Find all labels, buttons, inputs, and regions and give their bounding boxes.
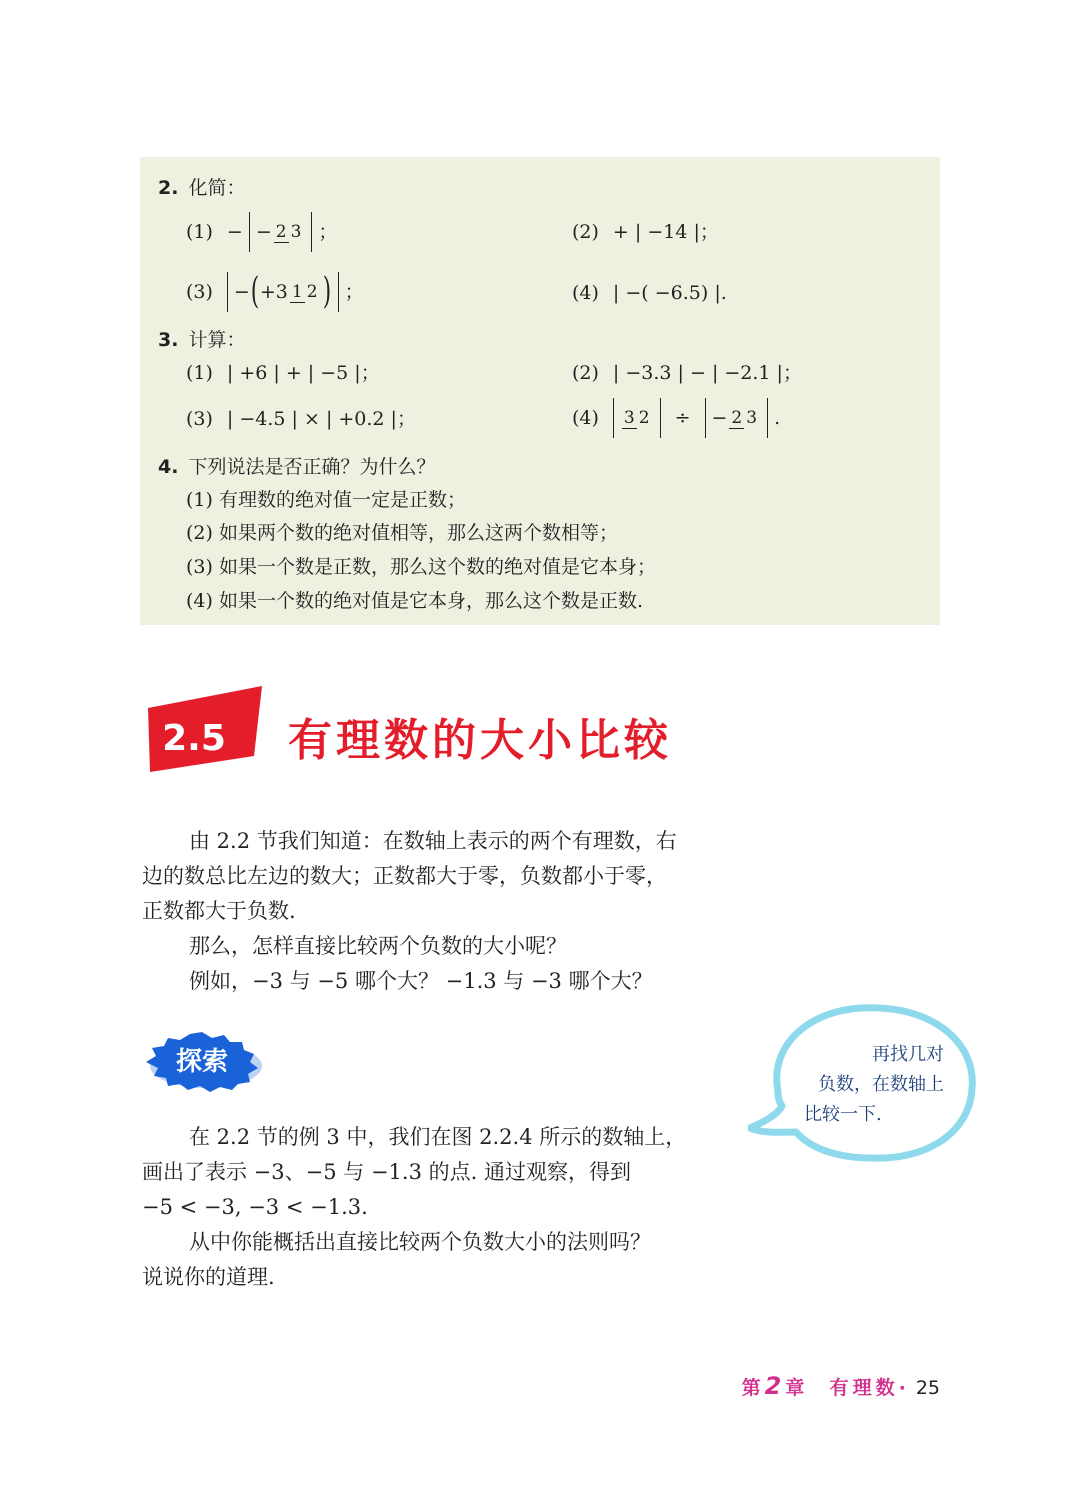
bubble-text: 再找几对 负数，在数轴上 比较一下.	[804, 1044, 944, 1125]
exercise-title: 下列说法是否正确？为什么？	[188, 456, 436, 478]
explore-badge	[140, 1030, 264, 1092]
fraction: 2 3	[731, 408, 758, 428]
section-title: 有理数的大小比较	[288, 715, 672, 766]
explore-paragraph: 在 2.2 节的例 3 中，我们在图 2.2.4 所示的数轴上， 画出了表示 −3、−5 与 −1.3 的点. 通过观察，得到 −5 < −3, −3 < −1.3. 从中你能概括出直接比较两个负数大小的法则吗？ 说说你的道理.	[142, 1125, 687, 1289]
intro-paragraph: 由 2.2 节我们知道：在数轴上表示的两个有理数，右 边的数总比左边的数大；正数都大于零，负数都小于零， 正数都大于负数. 那么，怎样直接比较两个负数的大小呢？ 例如，−3 与 −5 哪个大？ −1.3 与 −3 哪个大？	[142, 829, 677, 993]
exercise-number: 3.	[158, 329, 179, 351]
exercise-3-heading	[158, 328, 245, 352]
exercise-4-item-2: (2) 如果两个数的绝对值相等，那么这两个数相等；	[186, 522, 618, 544]
exercise-title: 化简：	[188, 177, 246, 199]
page-footer: 第2章 有理数· 25	[741, 1372, 940, 1400]
abs-bar	[227, 272, 228, 312]
abs-bar	[338, 272, 339, 312]
exercise-3-item-2: (2) | −3.3 | − | −2.1 |；	[572, 362, 802, 384]
section-number: 2.5	[162, 718, 226, 759]
exercise-4-item-4: (4) 如果一个数的绝对值是它本身，那么这个数是正数.	[186, 590, 643, 612]
fraction: 2 3	[275, 222, 302, 242]
exercise-number: 4.	[158, 456, 179, 478]
exercise-4-heading	[158, 455, 435, 479]
exercise-4-item-1: (1) 有理数的绝对值一定是正数；	[186, 489, 466, 511]
abs-bar	[705, 398, 706, 438]
exercise-2-item-3: (3) − ( +3 1 2 ) ；	[186, 271, 364, 312]
fraction: 3 2	[623, 408, 650, 428]
abs-bar	[311, 212, 312, 252]
page-number: 25	[915, 1377, 940, 1399]
exercise-number: 2.	[158, 177, 179, 199]
exercise-3-item-3: (3) | −4.5 | × | +0.2 |；	[186, 408, 416, 430]
fraction: 1 2	[291, 282, 318, 302]
exercise-2-item-4: (4) | −( −6.5) |.	[572, 282, 727, 304]
section-number-badge	[142, 686, 264, 774]
exercise-2-heading	[158, 176, 245, 200]
exercise-3-item-1: (1) | +6 | + | −5 |；	[186, 362, 380, 384]
exercise-2-item-1: (1) − − 2 3 ；	[186, 210, 337, 254]
exercise-3-item-4: (4) 3 2 ÷ − 2 3 .	[572, 396, 780, 440]
chapter-label: 第2章 有理数	[741, 1372, 899, 1400]
exercise-title: 计算：	[188, 329, 246, 351]
exercise-4-item-3: (3) 如果一个数是正数，那么这个数的绝对值是它本身；	[186, 556, 656, 578]
explore-label: 探索	[175, 1047, 229, 1077]
abs-bar	[660, 398, 661, 438]
exercise-2-item-2: (2) + | −14 |；	[572, 221, 719, 243]
abs-bar	[613, 398, 614, 438]
abs-bar	[249, 212, 250, 252]
abs-bar	[767, 398, 768, 438]
